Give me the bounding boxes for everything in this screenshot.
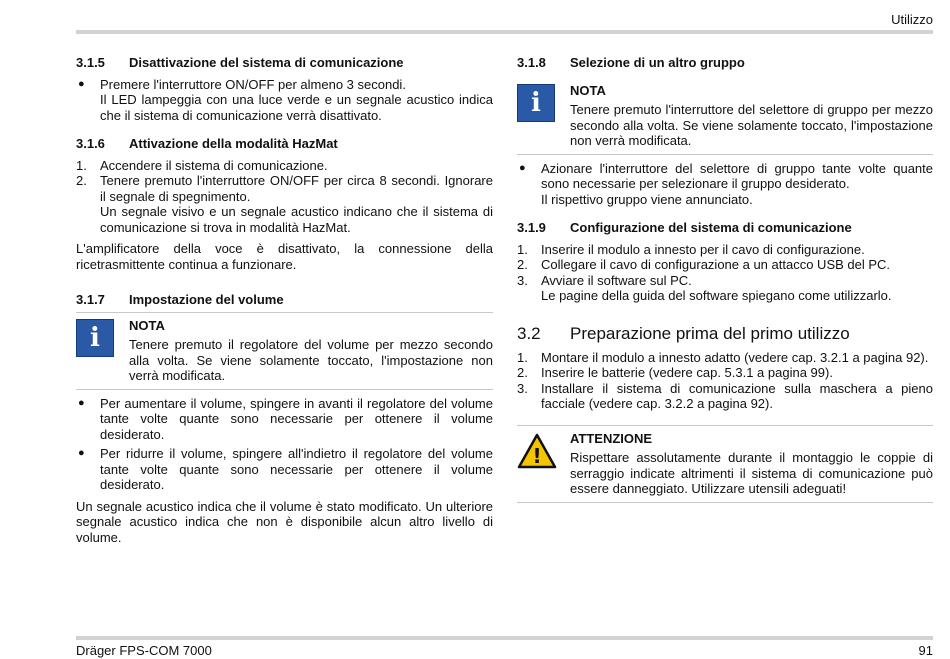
step-number: 2. [76,173,87,188]
bullet-icon: ● [78,447,85,459]
section-title: Disattivazione del sistema di comunicazione [129,55,404,70]
list-item [76,158,493,174]
note-text: Tenere premuto l'interruttore del selettore di gruppo per mezzo secondo alla volta. Se viene solamente toccato, l'impostazione non verrà modificata. [570,102,933,148]
section-heading [517,220,933,236]
step-number: 1. [76,157,87,173]
section-title: Preparazione prima del primo utilizzo [570,323,850,343]
note-label: NOTA [129,317,165,333]
info-icon: i [517,84,555,122]
warning-icon [517,433,557,469]
footer-rule [76,636,933,640]
bullet-list [76,396,493,493]
paragraph: L'amplificatore della voce è disattivato, la connessione della ricetrasmittente continua a funzionare. [76,241,493,272]
list-item-text: Inserire il modulo a innesto per il cavo di configurazione. [541,241,865,257]
list-item-text: Per aumentare il volume, spingere in avanti il regolatore del volume tante volte quante sono necessarie per ottenere il volume desiderato. [100,395,493,442]
list-item-text: Premere l'interruttore ON/OFF per almeno 3 secondi. [100,76,406,92]
step-number: 1. [517,349,528,365]
list-item-text: Accendere il sistema di comunicazione. [100,157,328,173]
bullet-list [76,77,493,124]
bullet-icon: ● [78,77,85,90]
section-number: 3.2 [517,323,541,343]
numbered-list [517,350,933,412]
list-item-text: Montare il modulo a innesto adatto (vedere cap. 3.2.1 a pagina 92). [541,349,929,365]
list-item [76,77,493,124]
section-heading [76,292,493,308]
list-item [517,365,933,381]
section-number: 3.1.7 [76,292,105,307]
list-item-text: Tenere premuto l'interruttore ON/OFF per circa 8 secondi. Ignorare il segnale di spegnimento. [100,173,493,204]
note-box [517,83,933,155]
note-box [76,312,493,390]
list-item-text: Avviare il software sul PC. [541,272,692,288]
list-item [517,242,933,258]
page-number: 91 [918,643,933,658]
warning-box [517,425,933,503]
list-item-text: Inserire le batterie (vedere cap. 5.3.1 a pagina 99). [541,365,833,380]
section-heading [76,55,493,71]
info-icon: i [76,319,114,357]
list-item-text: Un segnale visivo e un segnale acustico indicano che il sistema di comunicazione si trova in modalità HazMat. [100,204,493,235]
list-item [76,173,493,235]
step-number: 2. [517,365,528,380]
list-item-text: Azionare l'interruttore del selettore di gruppo tante volte quante sono necessarie per selezionare il gruppo desiderato. [541,160,933,191]
numbered-list [76,158,493,236]
step-number: 3. [517,272,528,288]
list-item [517,273,933,304]
list-item [517,257,933,273]
list-item-text: Per ridurre il volume, spingere all'indietro il regolatore del volume tante volte quante sono necessarie per ottenere il volume desiderato. [100,446,493,492]
list-item-text: Il LED lampeggia con una luce verde e un segnale acustico indica che il sistema di comunicazione verrà disattivato. [100,92,493,123]
left-column [76,55,493,545]
note-text: Tenere premuto il regolatore del volume per mezzo secondo alla volta. Se viene solamente toccato, l'impostazione non verrà modificata. [129,337,493,383]
section-heading [76,136,493,152]
section-number: 3.1.6 [76,136,105,151]
right-column [517,55,933,509]
list-item-text: Collegare il cavo di configurazione a un attacco USB del PC. [541,257,891,272]
list-item [76,396,493,443]
warning-glyph: ! [532,443,542,468]
section-heading [517,55,933,71]
list-item [517,381,933,412]
running-header: Utilizzo [891,12,933,27]
bullet-icon: ● [519,161,526,174]
list-item [517,350,933,366]
list-item-text: Installare il sistema di comunicazione sulla maschera a pieno facciale (vedere cap. 3.2.2 a pagina 92). [541,380,933,411]
step-number: 2. [517,257,528,272]
step-number: 3. [517,380,528,396]
warning-text: Rispettare assolutamente durante il montaggio le coppie di serraggio indicate altrimenti il sistema di comunicazione può essere danneggiato. Utilizzare utensili adeguati! [570,450,933,496]
header-rule [76,30,933,34]
list-item-text: Le pagine della guida del software spiegano come utilizzarlo. [541,288,892,303]
list-item-text: Il rispettivo gruppo viene annunciato. [541,191,753,207]
note-label: NOTA [570,82,606,98]
section-title: Configurazione del sistema di comunicazione [570,220,852,235]
list-item [76,446,493,493]
warning-label: ATTENZIONE [570,430,653,446]
section-number: 3.1.9 [517,220,546,235]
chapter-heading [517,324,933,344]
section-number: 3.1.8 [517,55,546,70]
list-item [517,161,933,208]
section-title: Selezione di un altro gruppo [570,55,745,70]
numbered-list [517,242,933,304]
step-number: 1. [517,241,528,257]
paragraph: Un segnale acustico indica che il volume è stato modificato. Un ulteriore segnale acustico indica che non è disponibile alcun altro livello di volume. [76,498,493,545]
footer-product: Dräger FPS-COM 7000 [76,643,212,658]
section-number: 3.1.5 [76,55,105,70]
bullet-icon: ● [78,396,85,409]
section-title: Impostazione del volume [129,292,284,307]
bullet-list [517,161,933,208]
section-title: Attivazione della modalità HazMat [129,136,338,151]
